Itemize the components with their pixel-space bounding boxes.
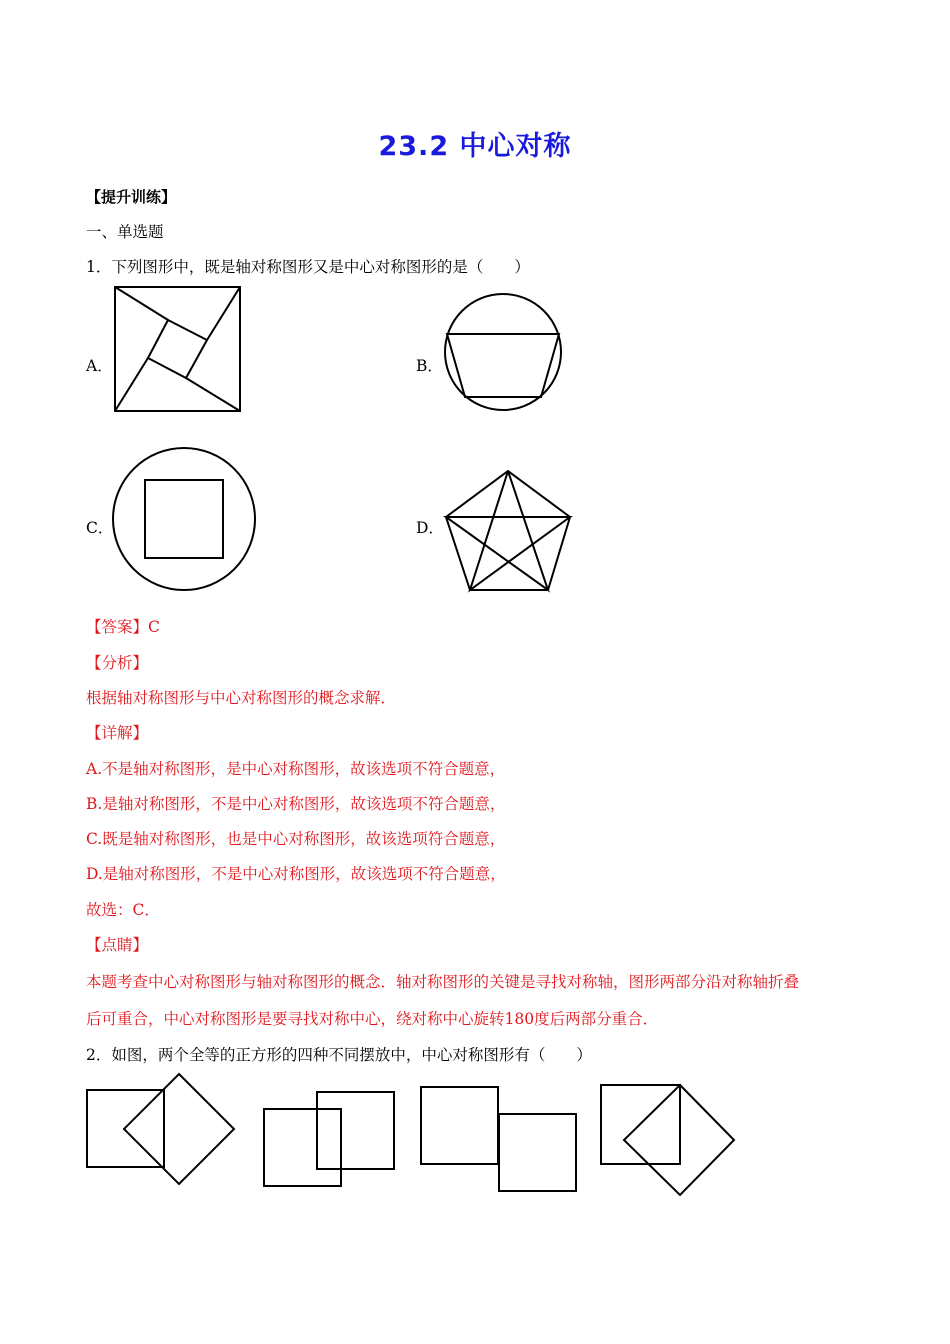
comment-line: 后可重合，中心对称图形是要寻找对称中心，绕对称中心旋转180度后两部分重合．: [86, 1010, 659, 1028]
answer-tag: 【答案】: [86, 618, 149, 636]
q2-figure-2: [263, 1091, 397, 1191]
option-c-label: C．: [86, 519, 114, 537]
q2-figure-1: [86, 1072, 236, 1187]
option-b-label: B．: [416, 357, 443, 375]
analysis-text: 根据轴对称图形与中心对称图形的概念求解．: [86, 689, 397, 707]
q2-figure-4: [600, 1084, 738, 1200]
q2-figure-3: [420, 1086, 580, 1196]
question-1-stem: 1．下列图形中，既是轴对称图形又是中心对称图形的是（ ）: [86, 258, 530, 276]
page-title: 23.2 中心对称: [378, 131, 572, 162]
option-c-square-in-circle-figure: [112, 448, 258, 592]
detail-line: 故选：C．: [86, 901, 160, 919]
detail-line: A.不是轴对称图形，是中心对称图形，故该选项不符合题意，: [86, 760, 506, 778]
detail-tag: 【详解】: [86, 724, 149, 742]
detail-line: C.既是轴对称图形，也是中心对称图形，故该选项符合题意，: [86, 830, 506, 848]
analysis-tag: 【分析】: [86, 654, 149, 672]
section-heading: 一、单选题: [86, 223, 164, 241]
section-tag: 【提升训练】: [86, 188, 177, 206]
comment-line: 本题考查中心对称图形与轴对称图形的概念．轴对称图形的关键是寻找对称轴，图形两部分沿对称轴折叠: [86, 973, 800, 991]
question-2-stem: 2．如图，两个全等的正方形的四种不同摆放中，中心对称图形有（ ）: [86, 1046, 592, 1064]
option-a-label: A．: [86, 357, 113, 375]
option-d-pentagram-figure: [444, 470, 572, 592]
comment-tag: 【点睛】: [86, 936, 149, 954]
option-b-trapezoid-in-circle-figure: [444, 294, 564, 414]
option-d-label: D．: [416, 519, 444, 537]
answer-value: C: [148, 618, 160, 636]
detail-line: D.是轴对称图形，不是中心对称图形，故该选项不符合题意，: [86, 865, 506, 883]
detail-line: B.是轴对称图形，不是中心对称图形，故该选项不符合题意，: [86, 795, 506, 813]
answer-row: [86, 615, 160, 637]
option-a-pinwheel-figure: [114, 286, 242, 412]
